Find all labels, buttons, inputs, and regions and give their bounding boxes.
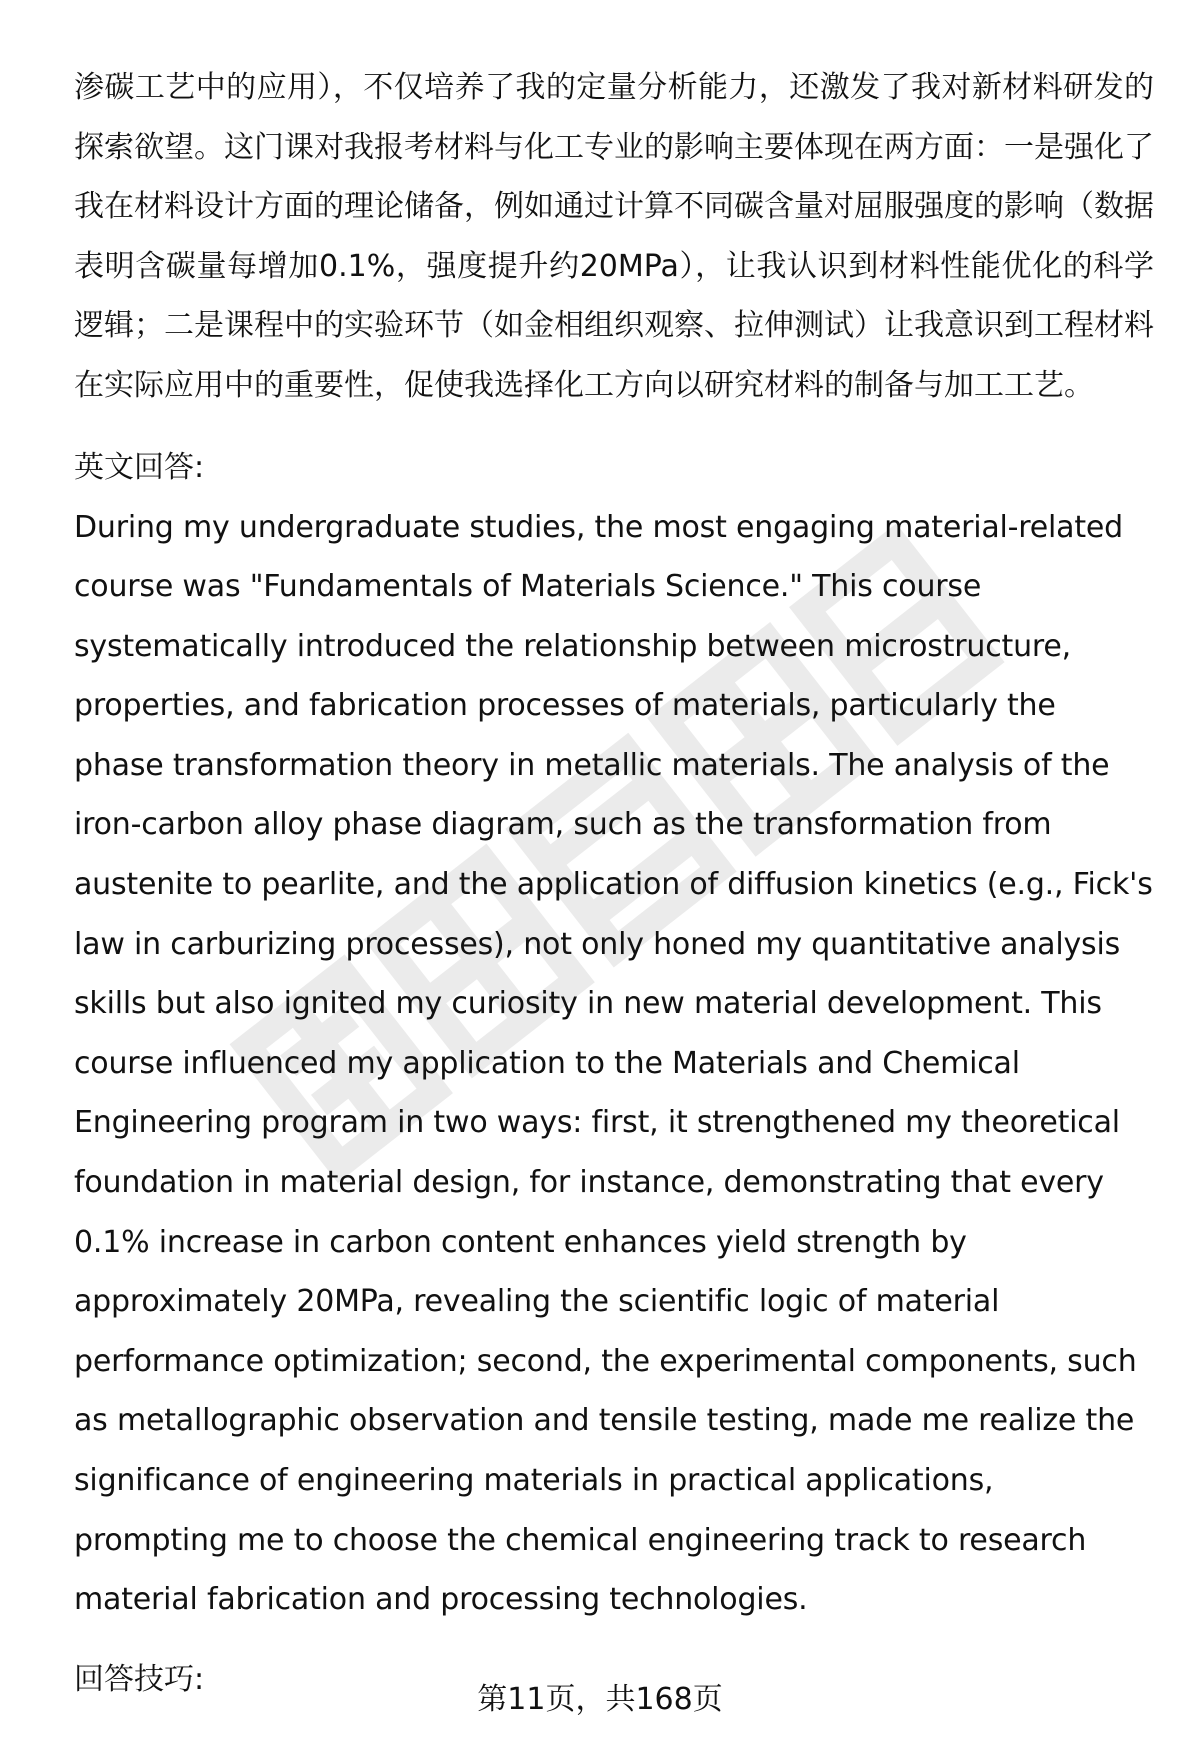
chinese-answer-paragraph: 渗碳工艺中的应用），不仅培养了我的定量分析能力，还激发了我对新材料研发的探索欲望。这门课对我报考材料与化工专业的影响主要体现在两方面：一是强化了我在材料设计方面的理论储备，例如通过计算不同碳含量对屈服强度的影响（数据表明含碳量每增加0.1%，强度提升约20MPa），让我认识到材料性能优化的科学逻辑；二是课程中的实验环节（如金相组织观察、拉伸测试）让我意识到工程材料在实际应用中的重要性，促使我选择化工方向以研究材料的制备与加工工艺。 bbox=[74, 70, 1154, 403]
document-content bbox=[74, 58, 1154, 1709]
english-answer-label: 英文回答: bbox=[74, 450, 205, 485]
answer-tips-label: 回答技巧: bbox=[74, 1661, 205, 1697]
english-answer-paragraph: During my undergraduate studies, the most engaging material-related course was "Fundamentals of Materials Science." This course systematically introduced the relationship between microstructure, properties, and fabrication processes of materials, particularly the phase transformation theory in metallic materials. The analysis of the iron-carbon alloy phase diagram, such as the transformation from austenite to pearlite, and the application of diffusion kinetics (e.g., Fick's law in carburizing processes), not only honed my quantitative analysis skills but also ignited my curiosity in new material development. This course influenced my application to the Materials and Chemical Engineering program in two ways: first, it strengthened my theoretical foundation in material design, for instance, demonstrating that every 0.1% increase in carbon content enhances yield strength by approximately 20MPa, revealing the scientific logic of material performance optimization; second, the experimental components, such as metallographic observation and tensile testing, made me realize the significance of engineering materials in practical applications, prompting me to choose the chemical engineering track to research material fabrication and processing technologies. bbox=[74, 509, 1153, 1618]
page-number-footer: 第11页，共168页 bbox=[477, 1682, 723, 1717]
